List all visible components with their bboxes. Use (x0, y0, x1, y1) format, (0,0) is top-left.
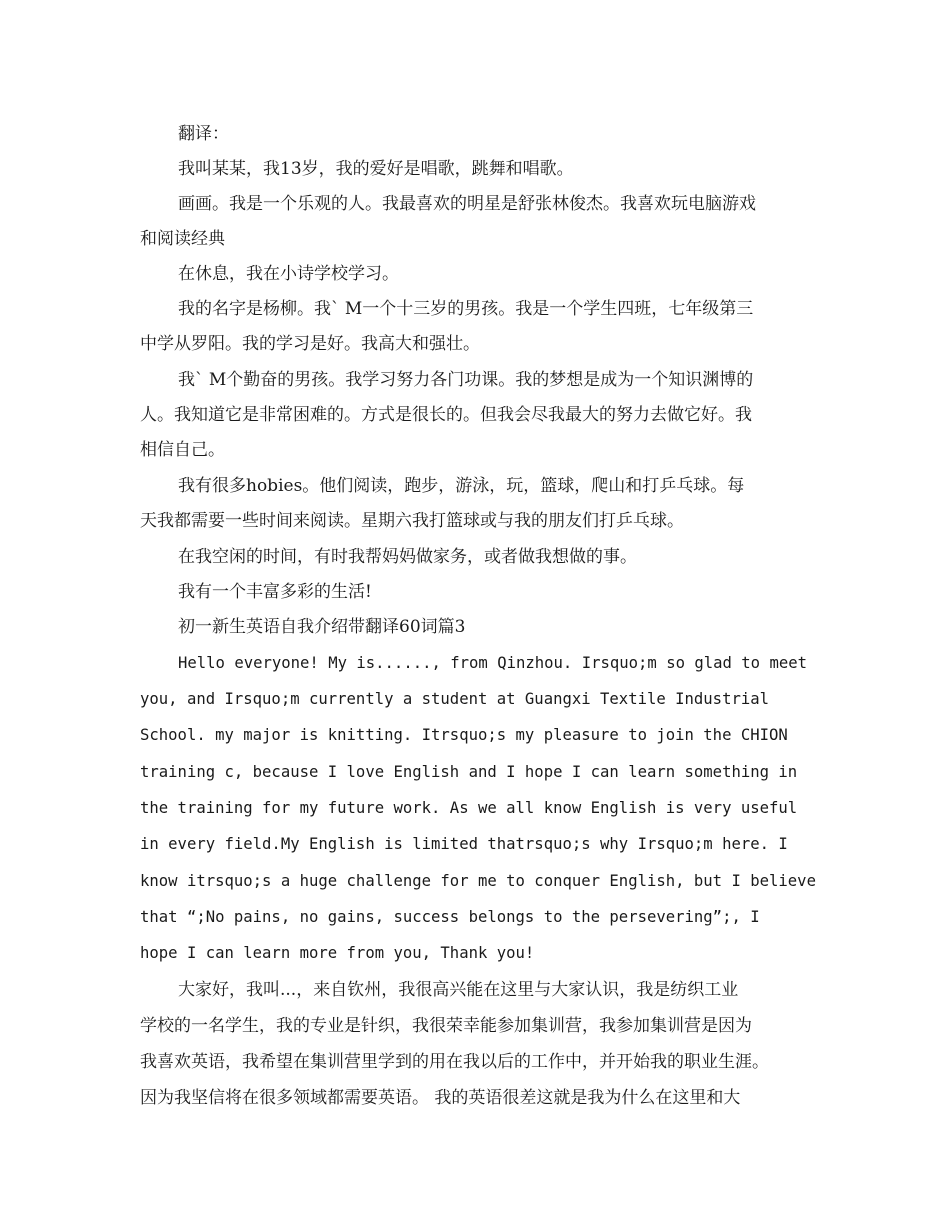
english-line: that “;No pains, no gains, success belongs to the persevering”;, I (140, 908, 760, 926)
paragraph-line: 人。我知道它是非常困难的。方式是很长的。但我会尽我最大的努力去做它好。我 (140, 405, 752, 425)
paragraph-line: 我喜欢英语，我希望在集训营里学到的用在我以后的工作中，并开始我的职业生涯。 (140, 1052, 769, 1072)
paragraph-line: 因为我坚信将在很多领域都需要英语。 我的英语很差这就是我为什么在这里和大 (140, 1088, 741, 1108)
english-line: the training for my future work. As we all know English is very useful (140, 799, 798, 817)
paragraph-line: 和阅读经典 (140, 229, 225, 249)
section-title: 初一新生英语自我介绍带翻译60词篇3 (178, 617, 466, 637)
paragraph-line: 画画。我是一个乐观的人。我最喜欢的明星是舒张林俊杰。我喜欢玩电脑游戏 (178, 194, 756, 214)
paragraph-line: 在休息，我在小诗学校学习。 (178, 264, 399, 284)
paragraph-line: 相信自己。 (140, 440, 225, 460)
english-line: Hello everyone! My is......, from Qinzhou. Irsquo;m so glad to meet (178, 654, 808, 672)
paragraph-line: 我有很多hobies。他们阅读，跑步，游泳，玩，篮球，爬山和打乒乓球。每 (178, 476, 745, 496)
english-line: in every field.My English is limited thatrsquo;s why Irsquo;m here. I (140, 835, 788, 853)
paragraph-line: 天我都需要一些时间来阅读。星期六我打篮球或与我的朋友们打乒乓球。 (140, 511, 684, 531)
english-line: you, and Irsquo;m currently a student at Guangxi Textile Industrial (140, 690, 770, 708)
english-line: hope I can learn more from you, Thank you! (140, 944, 535, 962)
english-line: School. my major is knitting. Itrsquo;s my pleasure to join the CHION (140, 726, 788, 744)
english-line: training c, because I love English and I hope I can learn something in (140, 763, 798, 781)
paragraph-line: 中学从罗阳。我的学习是好。我高大和强壮。 (140, 334, 480, 354)
english-line: know itrsquo;s a huge challenge for me to conquer English, but I believe (140, 872, 816, 890)
paragraph-line: 在我空闲的时间，有时我帮妈妈做家务，或者做我想做的事。 (178, 547, 637, 567)
paragraph-line: 学校的一名学生，我的专业是针织，我很荣幸能参加集训营，我参加集训营是因为 (140, 1016, 752, 1036)
paragraph-line: 我` M个勤奋的男孩。我学习努力各门功课。我的梦想是成为一个知识渊博的 (178, 370, 754, 390)
heading-translation: 翻译： (178, 124, 229, 144)
paragraph-line: 大家好，我叫...，来自钦州，我很高兴能在这里与大家认识，我是纺织工业 (178, 980, 739, 1000)
paragraph-line: 我有一个丰富多彩的生活! (178, 582, 372, 602)
paragraph-line: 我叫某某，我13岁，我的爱好是唱歌，跳舞和唱歌。 (178, 159, 574, 179)
paragraph-line: 我的名字是杨柳。我` M一个十三岁的男孩。我是一个学生四班，七年级第三 (178, 299, 754, 319)
